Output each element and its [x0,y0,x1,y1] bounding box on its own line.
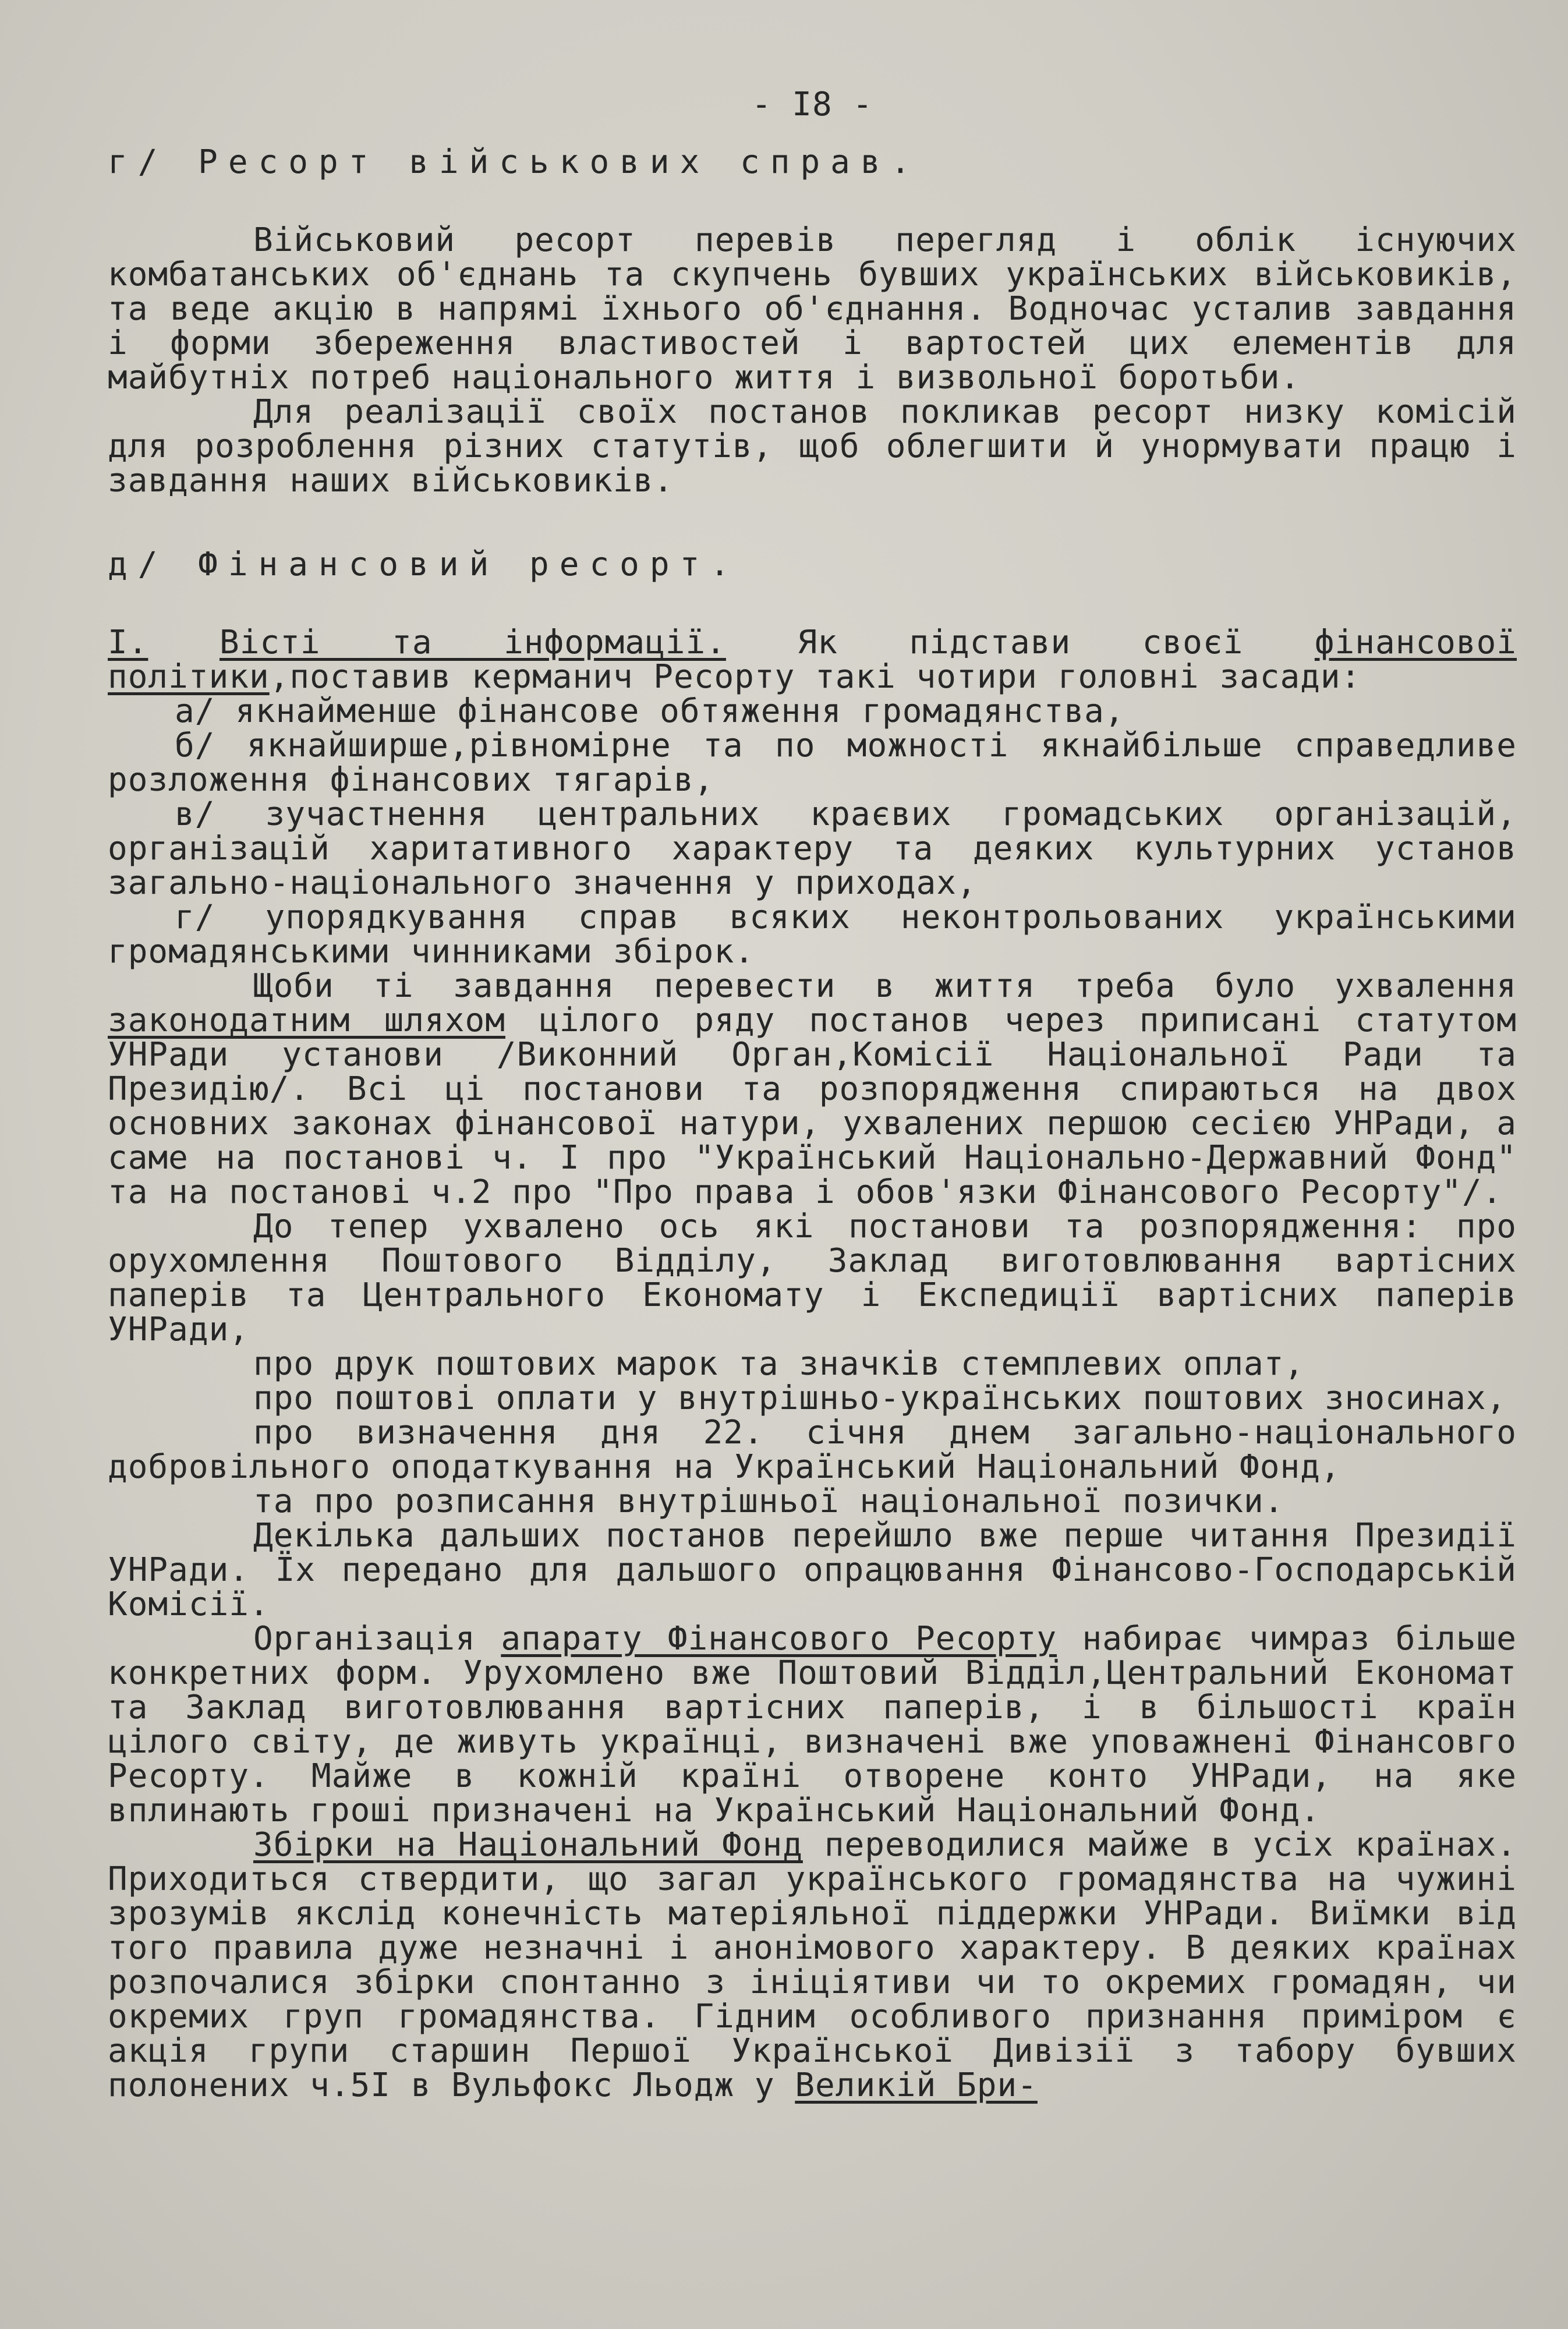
list-item: а/ якнайменше фінансове обтяження громадянства, [175,692,1125,730]
list-item: про визначення дня 22. січня днем загально-національного добровільного оподаткування на Український Національний Фонд, [108,1414,1517,1486]
paragraph [108,1828,1517,2103]
para-text: Організація [253,1620,501,1658]
legislative-term: законодатним шляхом [108,1001,505,1039]
para-text-tail: переводилися майже в усіх країнах. Приходиться ствердити, що загал українського громадянства на чужині зрозумів якслід конечність матеріяльної піддержки УНРади. Виїмки від того правила дуже незначні і анонімового характеру. В деяких країнах розпочалися збірки спонтанно з ініціятиви чи то окремих громадян, чи окремих груп громадянства. Гідним особливого признання приміром є акція групи старшин Першої Української Дивізії з табору бувших полонених ч.5I в Вульфокс Льодж у [108,1826,1517,2104]
national-fund-term: Збірки на Національний Фонд [253,1826,803,1864]
intro-text: Як підстави своєї [797,624,1244,661]
document-body [108,82,1517,2103]
section-heading-finance: д/ Фінансовий ресорт. [108,546,741,583]
para-text-tail: набирає чимраз більше конкретних форм. Урухомлено вже Поштовий Відділ,Центральний Економат та Заклад виготовлювання вартісних паперів, і в більшості країн цілого світу, де живуть українці, визначені вже уповажнені Фінансовго Ресорту. Майже в кожній країні отворене конто УНРади, на яке вплинають гроші призначені на Український Національний Фонд. [108,1620,1517,1829]
intro-text-tail: ,поставив керманич Ресорту такі чотири головні засади: [269,658,1361,696]
paragraph [108,969,1517,1209]
list-item: г/ упорядкування справ всяких неконтрольованих українськими громадянськими чинниками збірок. [108,898,1517,971]
section-heading-military: г/ Ресорт військових справ. [108,143,921,181]
para-text: Щоби ті завдання перевести в життя треба було ухвалення [253,967,1517,1005]
paragraph: Для реалізації своїх постанов покликав ресорт низку комісій для розроблення різних статутів, щоб облегшити й унормувати працю і завдання наших військовиків. [108,393,1517,500]
great-britain-term: Великій Бри- [795,2066,1038,2104]
subsection-number: I. [108,624,148,661]
list-item: в/ зучастнення центральних краєвих громадських організацій, організацій харитативного характеру та деяких культурних установ загально-національного значення у приходах, [108,795,1517,902]
paragraph: Військовий ресорт перевів перегляд і облік існуючих комбатанських об'єднань та скупчень бувших українських військовиків, та веде акцію в напрямі їхнього об'єднання. Водночас усталив завдання і форми збереження властивостей і вартостей цих елементів для майбутніх потреб національного життя і визвольної боротьби. [108,221,1517,397]
list-item: та про розписання внутрішньої національної позички. [253,1482,1284,1520]
paragraph: Декілька дальших постанов перейшло вже перше читання Президії УНРади. Їх передано для дальшого опрацювання Фінансово-Господарській Комісії. [108,1517,1517,1623]
page-number: - I8 - [751,86,873,123]
paragraph: До тепер ухвалено ось які постанови та розпорядження: про орухомлення Поштового Відділу, Заклад виготовлювання вартісних паперів та Центрального Економату і Експедиції вартісних паперів УНРади, [108,1208,1517,1348]
finance-apparatus-term: апарату Фінансового Ресорту [501,1620,1057,1658]
finance-policy-term: фінансової політики [108,624,1517,696]
subsection-intro [108,625,1517,694]
list-item: про поштові оплати у внутрішньо-українських поштових зносинах, [253,1379,1507,1417]
list-item: б/ якнайширше,рівномірне та по можності якнайбільше справедливе розложення фінансових тягарів, [108,727,1517,799]
list-item: про друк поштових марок та значків стемплевих оплат, [253,1345,1305,1383]
para-text-tail: цілого ряду постанов через приписані статутом УНРади установи /Виконний Орган,Комісії Національної Ради та Президію/. Всі ці постанови та розпорядження спираються на двох основних законах фінансової натури, ухвалених першою сесією УНРади, а саме на постанові ч. I про "Український Національно-Державний Фонд" та на постанові ч.2 про "Про права і обов'язки Фінансового Ресорту"/. [108,1001,1517,1211]
paragraph [108,1622,1517,1828]
subsection-title: Вісті та інформації. [219,624,726,661]
